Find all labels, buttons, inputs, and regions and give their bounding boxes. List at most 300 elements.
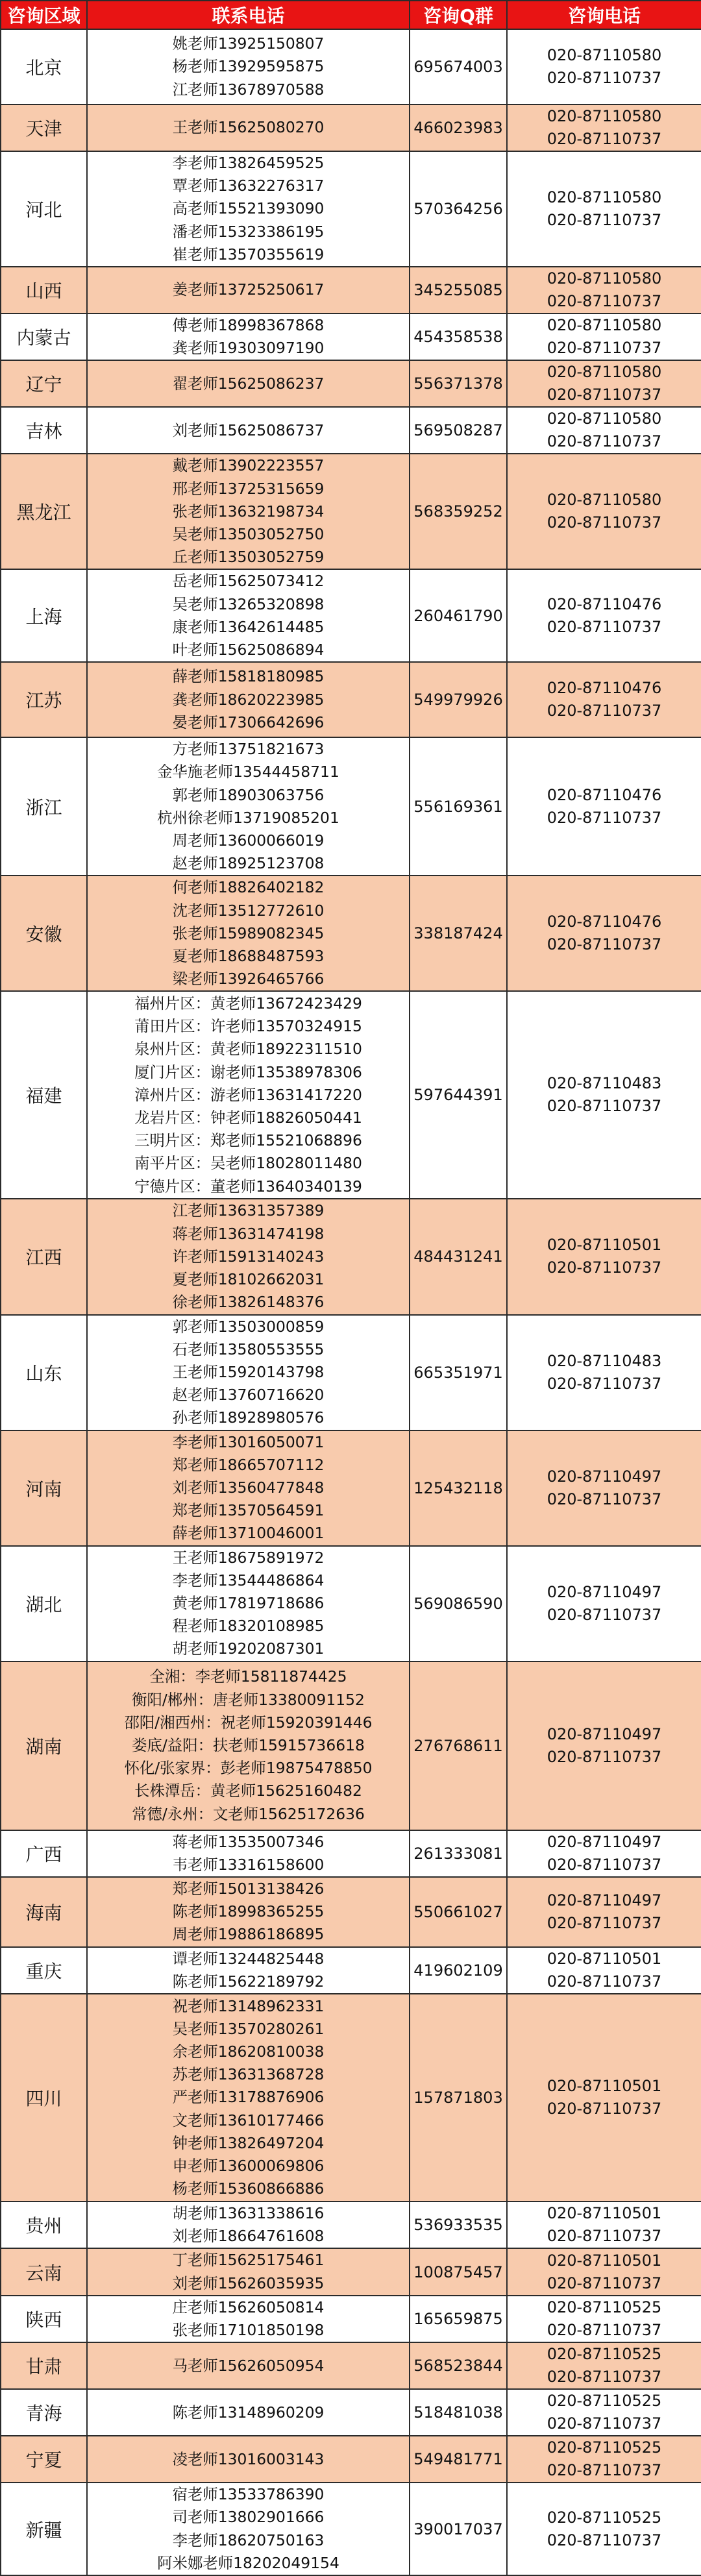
table-row bbox=[1, 2296, 701, 2342]
table-row bbox=[1, 1877, 701, 1947]
phone-cell bbox=[507, 2202, 701, 2248]
contact-line: 张老师17101850198 bbox=[172, 2320, 325, 2339]
region-cell: 青海 bbox=[1, 2389, 87, 2436]
contact-line: 龚老师19303097190 bbox=[172, 339, 325, 358]
phone-line: 020-87110497 bbox=[547, 1467, 662, 1486]
phone-line: 020-87110737 bbox=[547, 2461, 662, 2480]
phone-line: 020-87110737 bbox=[547, 1972, 662, 1991]
region-cell: 新疆 bbox=[1, 2483, 87, 2575]
region-cell: 陕西 bbox=[1, 2296, 87, 2342]
contact-line: 蒋老师13631474198 bbox=[172, 1224, 325, 1243]
contacts-cell bbox=[87, 29, 410, 104]
contact-line: 陈老师15622189792 bbox=[172, 1972, 325, 1991]
contact-line: 沈老师13512772610 bbox=[172, 901, 325, 920]
region-cell: 湖南 bbox=[1, 1662, 87, 1830]
contact-line: 高老师15521393090 bbox=[172, 199, 325, 218]
region-cell: 重庆 bbox=[1, 1947, 87, 1994]
contact-line: 厦门片区：谢老师13538978306 bbox=[134, 1062, 362, 1081]
contact-line: 王老师15920143798 bbox=[172, 1362, 325, 1381]
table-row bbox=[1, 1315, 701, 1430]
phone-line: 020-87110737 bbox=[547, 1747, 662, 1766]
header-qq-group: 咨询Q群 bbox=[410, 1, 507, 29]
phone-line: 020-87110501 bbox=[547, 2251, 662, 2270]
phone-cell bbox=[507, 991, 701, 1199]
region-cell: 广西 bbox=[1, 1830, 87, 1877]
phone-line: 020-87110737 bbox=[547, 130, 662, 148]
region-cell: 河南 bbox=[1, 1430, 87, 1546]
phone-line: 020-87110525 bbox=[547, 2438, 662, 2457]
contacts-cell bbox=[87, 1830, 410, 1877]
phone-cell bbox=[507, 2483, 701, 2575]
contacts-cell bbox=[87, 313, 410, 360]
table-row bbox=[1, 151, 701, 267]
header-contacts: 联系电话 bbox=[87, 1, 410, 29]
qq-group-cell: 569086590 bbox=[410, 1546, 507, 1662]
contacts-cell bbox=[87, 1947, 410, 1994]
qq-group-cell: 276768611 bbox=[410, 1662, 507, 1830]
contact-line: 宁德片区：董老师13640340139 bbox=[134, 1177, 362, 1196]
contacts-cell bbox=[87, 2248, 410, 2295]
contacts-cell bbox=[87, 1546, 410, 1662]
region-cell: 内蒙古 bbox=[1, 313, 87, 360]
qq-group-cell: 695674003 bbox=[410, 29, 507, 104]
contact-line: 胡老师13631338616 bbox=[172, 2203, 325, 2222]
table-row bbox=[1, 2389, 701, 2436]
phone-line: 020-87110501 bbox=[547, 1949, 662, 1968]
region-cell: 四川 bbox=[1, 1994, 87, 2202]
contact-line: 马老师15626050954 bbox=[172, 2356, 325, 2375]
phone-line: 020-87110580 bbox=[547, 410, 662, 428]
phone-line: 020-87110497 bbox=[547, 1891, 662, 1909]
qq-group-cell: 550661027 bbox=[410, 1877, 507, 1947]
phone-cell bbox=[507, 662, 701, 737]
region-cell: 福建 bbox=[1, 991, 87, 1199]
region-cell: 宁夏 bbox=[1, 2436, 87, 2483]
contact-line: 龚老师18620223985 bbox=[172, 690, 325, 709]
contact-line: 李老师13016050071 bbox=[172, 1432, 325, 1451]
contact-line: 方老师13751821673 bbox=[172, 740, 325, 759]
contacts-cell bbox=[87, 2389, 410, 2436]
region-cell: 贵州 bbox=[1, 2202, 87, 2248]
qq-group-cell: 100875457 bbox=[410, 2248, 507, 2295]
table-row bbox=[1, 876, 701, 991]
contact-line: 徐老师13826148376 bbox=[172, 1293, 325, 1312]
table-row bbox=[1, 737, 701, 876]
contact-line: 康老师13642614485 bbox=[172, 617, 325, 636]
contact-line: 岳老师15625073412 bbox=[172, 572, 325, 591]
contact-line: 郭老师13503000859 bbox=[172, 1317, 325, 1336]
region-cell: 吉林 bbox=[1, 407, 87, 454]
contact-line: 文老师13610177466 bbox=[172, 2111, 325, 2129]
region-cell: 上海 bbox=[1, 569, 87, 662]
region-cell: 山西 bbox=[1, 267, 87, 313]
phone-cell bbox=[507, 1430, 701, 1546]
phone-cell bbox=[507, 2389, 701, 2436]
qq-group-cell: 549979926 bbox=[410, 662, 507, 737]
phone-line: 020-87110737 bbox=[547, 211, 662, 229]
phone-line: 020-87110737 bbox=[547, 1490, 662, 1508]
phone-line: 020-87110737 bbox=[547, 1374, 662, 1393]
phone-line: 020-87110737 bbox=[547, 935, 662, 954]
qq-group-cell: 556169361 bbox=[410, 737, 507, 876]
contact-line: 程老师18320108985 bbox=[172, 1617, 325, 1636]
contact-line: 刘老师18664761608 bbox=[172, 2227, 325, 2246]
contact-line: 李老师13544486864 bbox=[172, 1571, 325, 1589]
contact-line: 杭州徐老师13719085201 bbox=[157, 808, 339, 827]
contact-line: 何老师18826402182 bbox=[172, 878, 325, 897]
contact-line: 凌老师13016003143 bbox=[172, 2449, 325, 2468]
phone-line: 020-87110580 bbox=[547, 107, 662, 125]
table-row bbox=[1, 2248, 701, 2295]
contact-line: 刘老师13560477848 bbox=[172, 1478, 325, 1497]
phone-cell bbox=[507, 151, 701, 267]
phone-line: 020-87110497 bbox=[547, 1724, 662, 1743]
contacts-cell bbox=[87, 1315, 410, 1430]
phone-line: 020-87110501 bbox=[547, 2204, 662, 2223]
contact-line: 金华施老师13544458711 bbox=[157, 763, 339, 781]
phone-line: 020-87110497 bbox=[547, 1832, 662, 1851]
phone-line: 020-87110483 bbox=[547, 1351, 662, 1370]
qq-group-cell: 556371378 bbox=[410, 360, 507, 407]
contact-line: 李老师13826459525 bbox=[172, 154, 325, 172]
contacts-cell bbox=[87, 2342, 410, 2389]
phone-line: 020-87110580 bbox=[547, 46, 662, 64]
contact-line: 张老师15989082345 bbox=[172, 924, 325, 942]
qq-group-cell: 536933535 bbox=[410, 2202, 507, 2248]
contact-line: 泉州片区：黄老师18922311510 bbox=[134, 1040, 362, 1059]
phone-cell bbox=[507, 569, 701, 662]
qq-group-cell: 484431241 bbox=[410, 1199, 507, 1314]
phone-cell bbox=[507, 407, 701, 454]
phone-line: 020-87110737 bbox=[547, 69, 662, 87]
contact-line: 漳州片区：游老师13631417220 bbox=[134, 1085, 362, 1104]
contacts-cell bbox=[87, 2202, 410, 2248]
phone-line: 020-87110737 bbox=[547, 513, 662, 532]
contact-line: 韦老师13316158600 bbox=[172, 1855, 325, 1874]
table-row bbox=[1, 360, 701, 407]
contact-line: 江老师13631357389 bbox=[172, 1201, 325, 1220]
contact-line: 怀化/张家界：彭老师19875478850 bbox=[124, 1759, 373, 1778]
region-cell: 甘肃 bbox=[1, 2342, 87, 2389]
contacts-cell bbox=[87, 737, 410, 876]
qq-group-cell: 345255085 bbox=[410, 267, 507, 313]
contact-line: 陈老师18998365255 bbox=[172, 1902, 325, 1921]
qq-group-cell: 665351971 bbox=[410, 1315, 507, 1430]
qq-group-cell: 261333081 bbox=[410, 1830, 507, 1877]
contact-line: 晏老师17306642696 bbox=[172, 713, 325, 731]
phone-line: 020-87110497 bbox=[547, 1582, 662, 1601]
phone-line: 020-87110580 bbox=[547, 269, 662, 288]
contacts-cell bbox=[87, 407, 410, 454]
phone-line: 020-87110737 bbox=[547, 432, 662, 451]
contact-line: 全湘：李老师15811874425 bbox=[149, 1667, 347, 1686]
contacts-cell bbox=[87, 2296, 410, 2342]
region-cell: 安徽 bbox=[1, 876, 87, 991]
contact-line: 吴老师13503052750 bbox=[172, 525, 325, 544]
table-row bbox=[1, 2436, 701, 2483]
contact-line: 娄底/益阳：扶老师15915736618 bbox=[132, 1736, 365, 1754]
phone-line: 020-87110525 bbox=[547, 2508, 662, 2527]
phone-cell bbox=[507, 360, 701, 407]
contacts-cell bbox=[87, 1877, 410, 1947]
region-cell: 浙江 bbox=[1, 737, 87, 876]
contacts-cell bbox=[87, 991, 410, 1199]
phone-cell bbox=[507, 2436, 701, 2483]
region-cell: 江苏 bbox=[1, 662, 87, 737]
phone-cell bbox=[507, 104, 701, 151]
region-cell: 辽宁 bbox=[1, 360, 87, 407]
table-row bbox=[1, 1662, 701, 1830]
phone-cell bbox=[507, 1994, 701, 2202]
contact-line: 姚老师13925150807 bbox=[172, 34, 325, 53]
contact-line: 南平片区：吴老师18028011480 bbox=[134, 1154, 362, 1173]
qq-group-cell: 419602109 bbox=[410, 1947, 507, 1994]
region-cell: 黑龙江 bbox=[1, 454, 87, 569]
contact-line: 崔老师13570355619 bbox=[172, 245, 325, 264]
contact-line: 姜老师13725250617 bbox=[172, 280, 325, 299]
contact-line: 夏老师18688487593 bbox=[172, 947, 325, 966]
table-header-row bbox=[1, 1, 701, 29]
contact-line: 赵老师18925123708 bbox=[172, 854, 325, 873]
table-row bbox=[1, 407, 701, 454]
contact-line: 丘老师13503052759 bbox=[172, 548, 325, 567]
phone-line: 020-87110737 bbox=[547, 617, 662, 636]
contact-line: 陈老师13148960209 bbox=[172, 2403, 325, 2422]
contact-line: 薛老师15818180985 bbox=[172, 667, 325, 686]
qq-group-cell: 390017037 bbox=[410, 2483, 507, 2575]
table-row bbox=[1, 267, 701, 313]
phone-line: 020-87110483 bbox=[547, 1074, 662, 1093]
phone-line: 020-87110737 bbox=[547, 1258, 662, 1277]
contact-line: 郑老师15013138426 bbox=[172, 1879, 325, 1898]
contacts-cell bbox=[87, 1662, 410, 1830]
phone-line: 020-87110737 bbox=[547, 2320, 662, 2339]
table-row bbox=[1, 2483, 701, 2575]
phone-line: 020-87110737 bbox=[547, 2274, 662, 2292]
phone-line: 020-87110580 bbox=[547, 316, 662, 335]
phone-cell bbox=[507, 737, 701, 876]
contact-line: 龙岩片区：钟老师18826050441 bbox=[134, 1109, 362, 1127]
contact-line: 庄老师15626050814 bbox=[172, 2298, 325, 2316]
phone-line: 020-87110476 bbox=[547, 913, 662, 931]
table-row bbox=[1, 569, 701, 662]
qq-group-cell: 518481038 bbox=[410, 2389, 507, 2436]
phone-cell bbox=[507, 1546, 701, 1662]
phone-line: 020-87110525 bbox=[547, 2345, 662, 2364]
contact-line: 衡阳/郴州：唐老师13380091152 bbox=[132, 1690, 365, 1709]
phone-cell bbox=[507, 29, 701, 104]
phone-cell bbox=[507, 2296, 701, 2342]
contact-line: 孙老师18928980576 bbox=[172, 1408, 325, 1427]
contact-line: 严老师13178876906 bbox=[172, 2088, 325, 2107]
contacts-cell bbox=[87, 1994, 410, 2202]
contacts-cell bbox=[87, 267, 410, 313]
contact-line: 潘老师15323386195 bbox=[172, 222, 325, 241]
region-cell: 云南 bbox=[1, 2248, 87, 2295]
contact-line: 宿老师13533786390 bbox=[172, 2485, 325, 2504]
contacts-cell bbox=[87, 360, 410, 407]
contact-line: 梁老师13926465766 bbox=[172, 970, 325, 988]
phone-cell bbox=[507, 1830, 701, 1877]
contact-line: 三明片区：郑老师15521068896 bbox=[134, 1131, 362, 1150]
region-cell: 海南 bbox=[1, 1877, 87, 1947]
contact-line: 阿米娜老师18202049154 bbox=[157, 2553, 339, 2572]
contact-line: 翟老师15625086237 bbox=[172, 374, 325, 393]
contact-line: 黄老师17819718686 bbox=[172, 1593, 325, 1612]
contact-line: 许老师15913140243 bbox=[172, 1247, 325, 1266]
phone-line: 020-87110737 bbox=[547, 2531, 662, 2549]
contact-line: 傅老师18998367868 bbox=[172, 316, 325, 335]
phone-cell bbox=[507, 2248, 701, 2295]
qq-group-cell: 570364256 bbox=[410, 151, 507, 267]
contact-line: 福州片区：黄老师13672423429 bbox=[134, 994, 362, 1013]
contact-line: 邢老师13725315659 bbox=[172, 479, 325, 498]
phone-line: 020-87110476 bbox=[547, 785, 662, 804]
contact-line: 赵老师13760716620 bbox=[172, 1386, 325, 1405]
contacts-cell bbox=[87, 2436, 410, 2483]
contact-line: 蒋老师13535007346 bbox=[172, 1832, 325, 1851]
contact-line: 郑老师18665707112 bbox=[172, 1455, 325, 1474]
contact-line: 莆田片区：许老师13570324915 bbox=[134, 1017, 362, 1036]
contact-line: 江老师13678970588 bbox=[172, 80, 325, 99]
contacts-cell bbox=[87, 151, 410, 267]
table-row bbox=[1, 104, 701, 151]
qq-group-cell: 568523844 bbox=[410, 2342, 507, 2389]
contact-line: 吴老师13265320898 bbox=[172, 595, 325, 613]
contact-line: 邵阳/湘西州：祝老师15920391446 bbox=[124, 1713, 373, 1732]
qq-group-cell: 597644391 bbox=[410, 991, 507, 1199]
contact-line: 郭老师18903063756 bbox=[172, 785, 325, 804]
contact-line: 谭老师13244825448 bbox=[172, 1949, 325, 1968]
phone-line: 020-87110737 bbox=[547, 2227, 662, 2246]
contact-line: 苏老师13631368728 bbox=[172, 2065, 325, 2084]
phone-cell bbox=[507, 454, 701, 569]
phone-line: 020-87110737 bbox=[547, 339, 662, 358]
contacts-cell bbox=[87, 2483, 410, 2575]
phone-cell bbox=[507, 1947, 701, 1994]
phone-cell bbox=[507, 876, 701, 991]
contacts-cell bbox=[87, 1430, 410, 1546]
phone-line: 020-87110737 bbox=[547, 2099, 662, 2118]
phone-line: 020-87110737 bbox=[547, 2414, 662, 2433]
qq-group-cell: 454358538 bbox=[410, 313, 507, 360]
phone-line: 020-87110737 bbox=[547, 2368, 662, 2386]
contact-line: 夏老师18102662031 bbox=[172, 1270, 325, 1289]
phone-cell bbox=[507, 1877, 701, 1947]
table-row bbox=[1, 454, 701, 569]
region-cell: 山东 bbox=[1, 1315, 87, 1430]
contacts-cell bbox=[87, 662, 410, 737]
table-row bbox=[1, 313, 701, 360]
phone-cell bbox=[507, 1315, 701, 1430]
contact-line: 张老师13632198734 bbox=[172, 502, 325, 521]
header-phone: 咨询电话 bbox=[507, 1, 701, 29]
contact-line: 王老师15625080270 bbox=[172, 118, 325, 137]
contact-line: 余老师18620810038 bbox=[172, 2042, 325, 2061]
phone-line: 020-87110737 bbox=[547, 702, 662, 720]
contacts-cell bbox=[87, 876, 410, 991]
contact-line: 申老师13600069806 bbox=[172, 2156, 325, 2175]
contacts-cell bbox=[87, 104, 410, 151]
phone-line: 020-87110737 bbox=[547, 386, 662, 404]
phone-line: 020-87110525 bbox=[547, 2298, 662, 2316]
contact-line: 杨老师13929595875 bbox=[172, 57, 325, 76]
contact-line: 刘老师15626035935 bbox=[172, 2274, 325, 2292]
contact-line: 石老师13580553555 bbox=[172, 1340, 325, 1358]
contact-line: 覃老师13632276317 bbox=[172, 177, 325, 195]
table-row bbox=[1, 2342, 701, 2389]
phone-cell bbox=[507, 1199, 701, 1314]
region-cell: 天津 bbox=[1, 104, 87, 151]
contacts-cell bbox=[87, 454, 410, 569]
phone-line: 020-87110525 bbox=[547, 2392, 662, 2410]
qq-group-cell: 125432118 bbox=[410, 1430, 507, 1546]
table-body bbox=[1, 29, 701, 2575]
phone-line: 020-87110501 bbox=[547, 2076, 662, 2095]
table-row bbox=[1, 29, 701, 104]
phone-line: 020-87110737 bbox=[547, 1913, 662, 1932]
header-region: 咨询区域 bbox=[1, 1, 87, 29]
region-cell: 河北 bbox=[1, 151, 87, 267]
contact-line: 长株潭岳：黄老师15625160482 bbox=[134, 1782, 362, 1800]
region-cell: 湖北 bbox=[1, 1546, 87, 1662]
phone-line: 020-87110737 bbox=[547, 808, 662, 827]
contact-line: 李老师18620750163 bbox=[172, 2531, 325, 2549]
contact-line: 胡老师19202087301 bbox=[172, 1639, 325, 1658]
phone-cell bbox=[507, 267, 701, 313]
table-row bbox=[1, 1947, 701, 1994]
contacts-cell bbox=[87, 1199, 410, 1314]
phone-line: 020-87110737 bbox=[547, 1855, 662, 1874]
qq-group-cell: 165659875 bbox=[410, 2296, 507, 2342]
table-row bbox=[1, 1830, 701, 1877]
phone-cell bbox=[507, 1662, 701, 1830]
contact-line: 杨老师15360866886 bbox=[172, 2179, 325, 2198]
table-row bbox=[1, 1546, 701, 1662]
phone-line: 020-87110501 bbox=[547, 1236, 662, 1255]
region-cell: 北京 bbox=[1, 29, 87, 104]
qq-group-cell: 338187424 bbox=[410, 876, 507, 991]
phone-line: 020-87110737 bbox=[547, 292, 662, 311]
phone-line: 020-87110580 bbox=[547, 491, 662, 509]
contact-line: 王老师18675891972 bbox=[172, 1548, 325, 1567]
table-row bbox=[1, 1994, 701, 2202]
table-row bbox=[1, 1430, 701, 1546]
contact-line: 司老师13802901666 bbox=[172, 2508, 325, 2527]
contact-line: 周老师13600066019 bbox=[172, 831, 325, 850]
contact-line: 周老师19886186895 bbox=[172, 1925, 325, 1944]
phone-line: 020-87110737 bbox=[547, 1097, 662, 1116]
table-row bbox=[1, 2202, 701, 2248]
contact-line: 吴老师13570280261 bbox=[172, 2019, 325, 2038]
contact-line: 丁老师15625175461 bbox=[172, 2251, 325, 2270]
contact-line: 祝老师13148962331 bbox=[172, 1996, 325, 2015]
contacts-cell bbox=[87, 569, 410, 662]
qq-group-cell: 157871803 bbox=[410, 1994, 507, 2202]
contact-line: 薛老师13710046001 bbox=[172, 1524, 325, 1543]
phone-cell bbox=[507, 2342, 701, 2389]
contact-line: 戴老师13902223557 bbox=[172, 456, 325, 475]
contact-line: 郑老师13570564591 bbox=[172, 1501, 325, 1520]
contact-line: 叶老师15625086894 bbox=[172, 641, 325, 659]
qq-group-cell: 569508287 bbox=[410, 407, 507, 454]
phone-line: 020-87110737 bbox=[547, 1605, 662, 1624]
phone-cell bbox=[507, 313, 701, 360]
qq-group-cell: 568359252 bbox=[410, 454, 507, 569]
table-row bbox=[1, 662, 701, 737]
table-row bbox=[1, 991, 701, 1199]
phone-line: 020-87110476 bbox=[547, 679, 662, 698]
